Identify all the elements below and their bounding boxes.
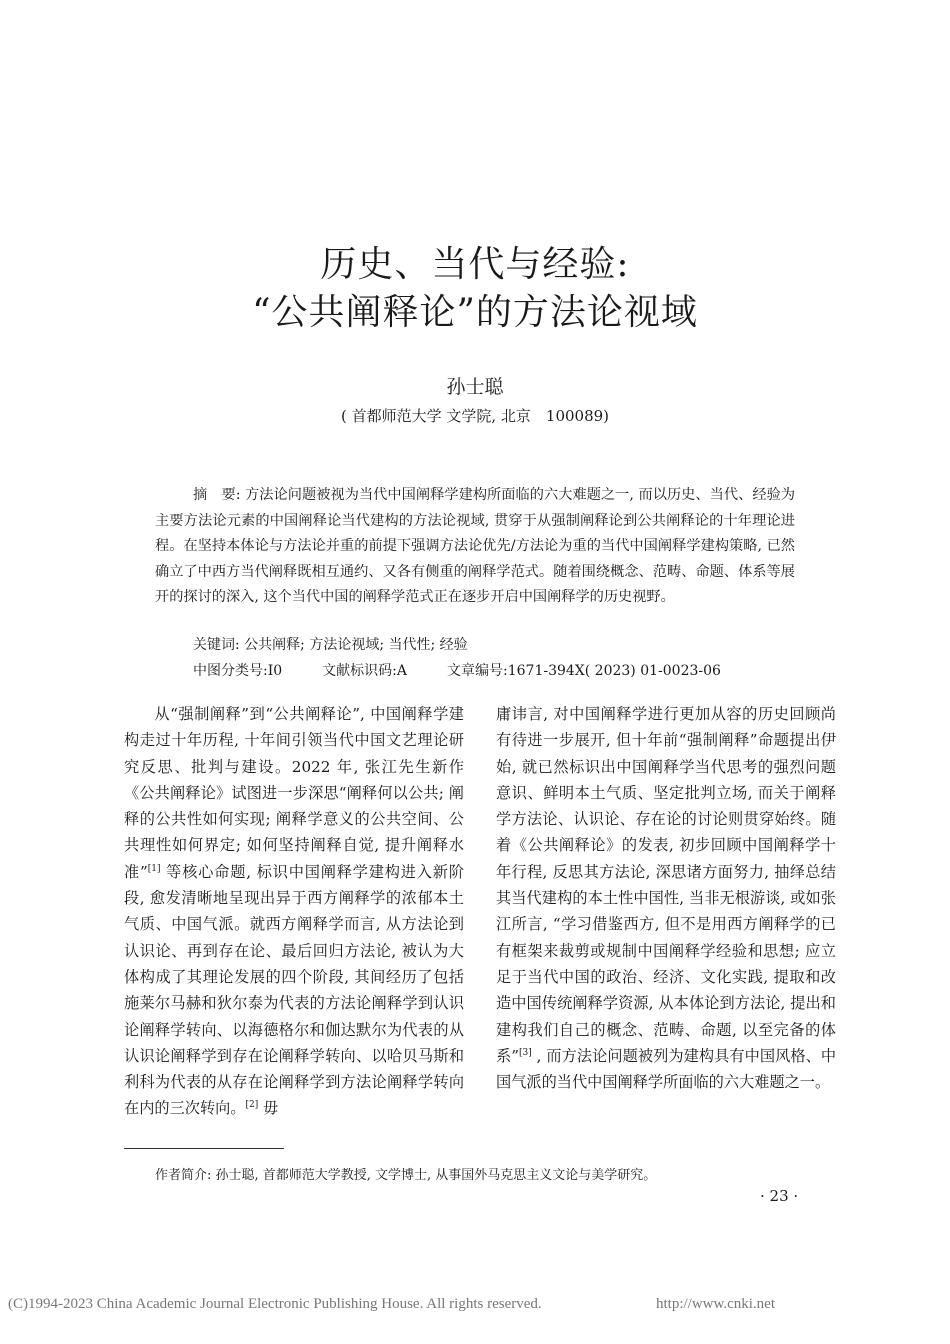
author-name: 孙士聪	[446, 376, 504, 398]
doc-code-value: A	[396, 663, 407, 679]
body-text: 庸讳言, 对中国阐释学进行更加从容的历史回顾尚有待进一步展开, 但十年前“强制阐释”命题提出伊始, 就已然标识出中国阐释学当代思考的强烈问题意识、鲜明本土气质、坚定批判立场, 而关于阐释学方法论、认识论、存在论的讨论则贯穿始终。随着《公共阐释论》的发表, 初步回顾中国阐释学十年行程, 反思其方法论, 深思诸方面努力, 抽绎总结其当代建构的本土性中国性, 当非无根游谈, 或如张江所言, “学习借鉴西方, 但不是用西方阐释学的已有框架来裁剪或规制中国阐释学经验和思想; 应立足于当代中国的政治、经济、文化实践, 提取和改造中国传统阐释学资源, 从本体论到方法论, 提出和建构我们自己的概念、范畴、命题, 以至完备的体系”	[496, 705, 836, 1065]
body-text: , 而方法论问题被列为建构具有中国风格、中国气派的当代中国阐释学所面临的六大难题之一。	[496, 1046, 837, 1092]
doc-code-label: 文献标识码:	[322, 663, 397, 679]
classification	[193, 660, 721, 680]
body-column-right	[496, 701, 836, 1095]
footnote-divider	[124, 1148, 284, 1149]
copyright-notice: (C)1994-2023 China Academic Journal Electronic Publishing House. All rights reserved.	[8, 1296, 542, 1312]
keywords-text: 公共阐释; 方法论视域; 当代性; 经验	[244, 637, 468, 653]
citation-ref[interactable]: [3]	[519, 1047, 532, 1058]
publisher-link[interactable]: http://www.cnki.net	[656, 1296, 776, 1312]
title-line-1: 历史、当代与经验:	[320, 244, 630, 285]
keywords	[193, 634, 468, 654]
body-column-left	[124, 701, 464, 1122]
body-text: 毋	[258, 1099, 279, 1118]
author-affiliation: ( 首都师范大学 文学院, 北京 100089)	[340, 407, 610, 425]
author-footnote: 作者简介: 孙士聪, 首都师范大学教授, 文学博士, 从事国外马克思主义文论与美学研究。	[155, 1168, 657, 1183]
page-number: · 23 ·	[760, 1187, 799, 1205]
abstract-label: 摘 要:	[193, 487, 241, 503]
abstract-text: 方法论问题被视为当代中国阐释学建构所面临的六大难题之一, 而以历史、当代、经验为主要方法论元素的中国阐释论当代建构的方法论视域, 贯穿于从强制阐释论到公共阐释论的十年理论进程。在坚持本体论与方法论并重的前提下强调方法论优先/方法论为重的当代中国阐释学建构策略, 已然确立了中西方当代阐释既相互通约、又各有侧重的阐释学范式。随着围绕概念、范畴、命题、体系等展开的探讨的深入, 这个当代中国的阐释学范式正在逐步开启中国阐释学的历史视野。	[155, 487, 796, 606]
body-text: 从“强制阐释”到“公共阐释论”, 中国阐释学建构走过十年历程, 十年间引领当代中国文艺理论研究反思、批判与建设。2022 年, 张江先生新作《公共阐释论》试图进一步深思“阐释何以公共; 阐释的公共性如何实现; 阐释学意义的公共空间、公共理性如何界定; 如何坚持阐释自觉, 提升阐释水准”	[124, 705, 464, 881]
citation-ref[interactable]: [2]	[245, 1100, 259, 1111]
title-line-2: “公共阐释论”的方法论视域	[252, 292, 698, 333]
article-number-label: 文章编号:	[447, 663, 508, 679]
clc-label: 中图分类号:	[193, 663, 268, 679]
abstract	[155, 483, 795, 611]
clc-value: I0	[267, 663, 283, 679]
citation-ref[interactable]: [1]	[147, 863, 161, 874]
keywords-label: 关键词:	[193, 637, 240, 653]
article-number-value: 1671-394X( 2023) 01-0023-06	[507, 663, 721, 679]
body-text: 等核心命题, 标识中国阐释学建构进入新阶段, 愈发清晰地呈现出异于西方阐释学的浓郁本土气质、中国气派。就西方阐释学而言, 从方法论到认识论、再到存在论、最后回归方法论, 被认为大体构成了其理论发展的四个阶段, 其间经历了包括施莱尔马赫和狄尔泰为代表的方法论阐释学到认识论阐释学转向、以海德格尔和伽达默尔为代表的从认识论阐释学到存在论阐释学转向、以哈贝马斯和利科为代表的从存在论阐释学到方法论阐释学转向在内的三次转向。	[124, 862, 465, 1118]
